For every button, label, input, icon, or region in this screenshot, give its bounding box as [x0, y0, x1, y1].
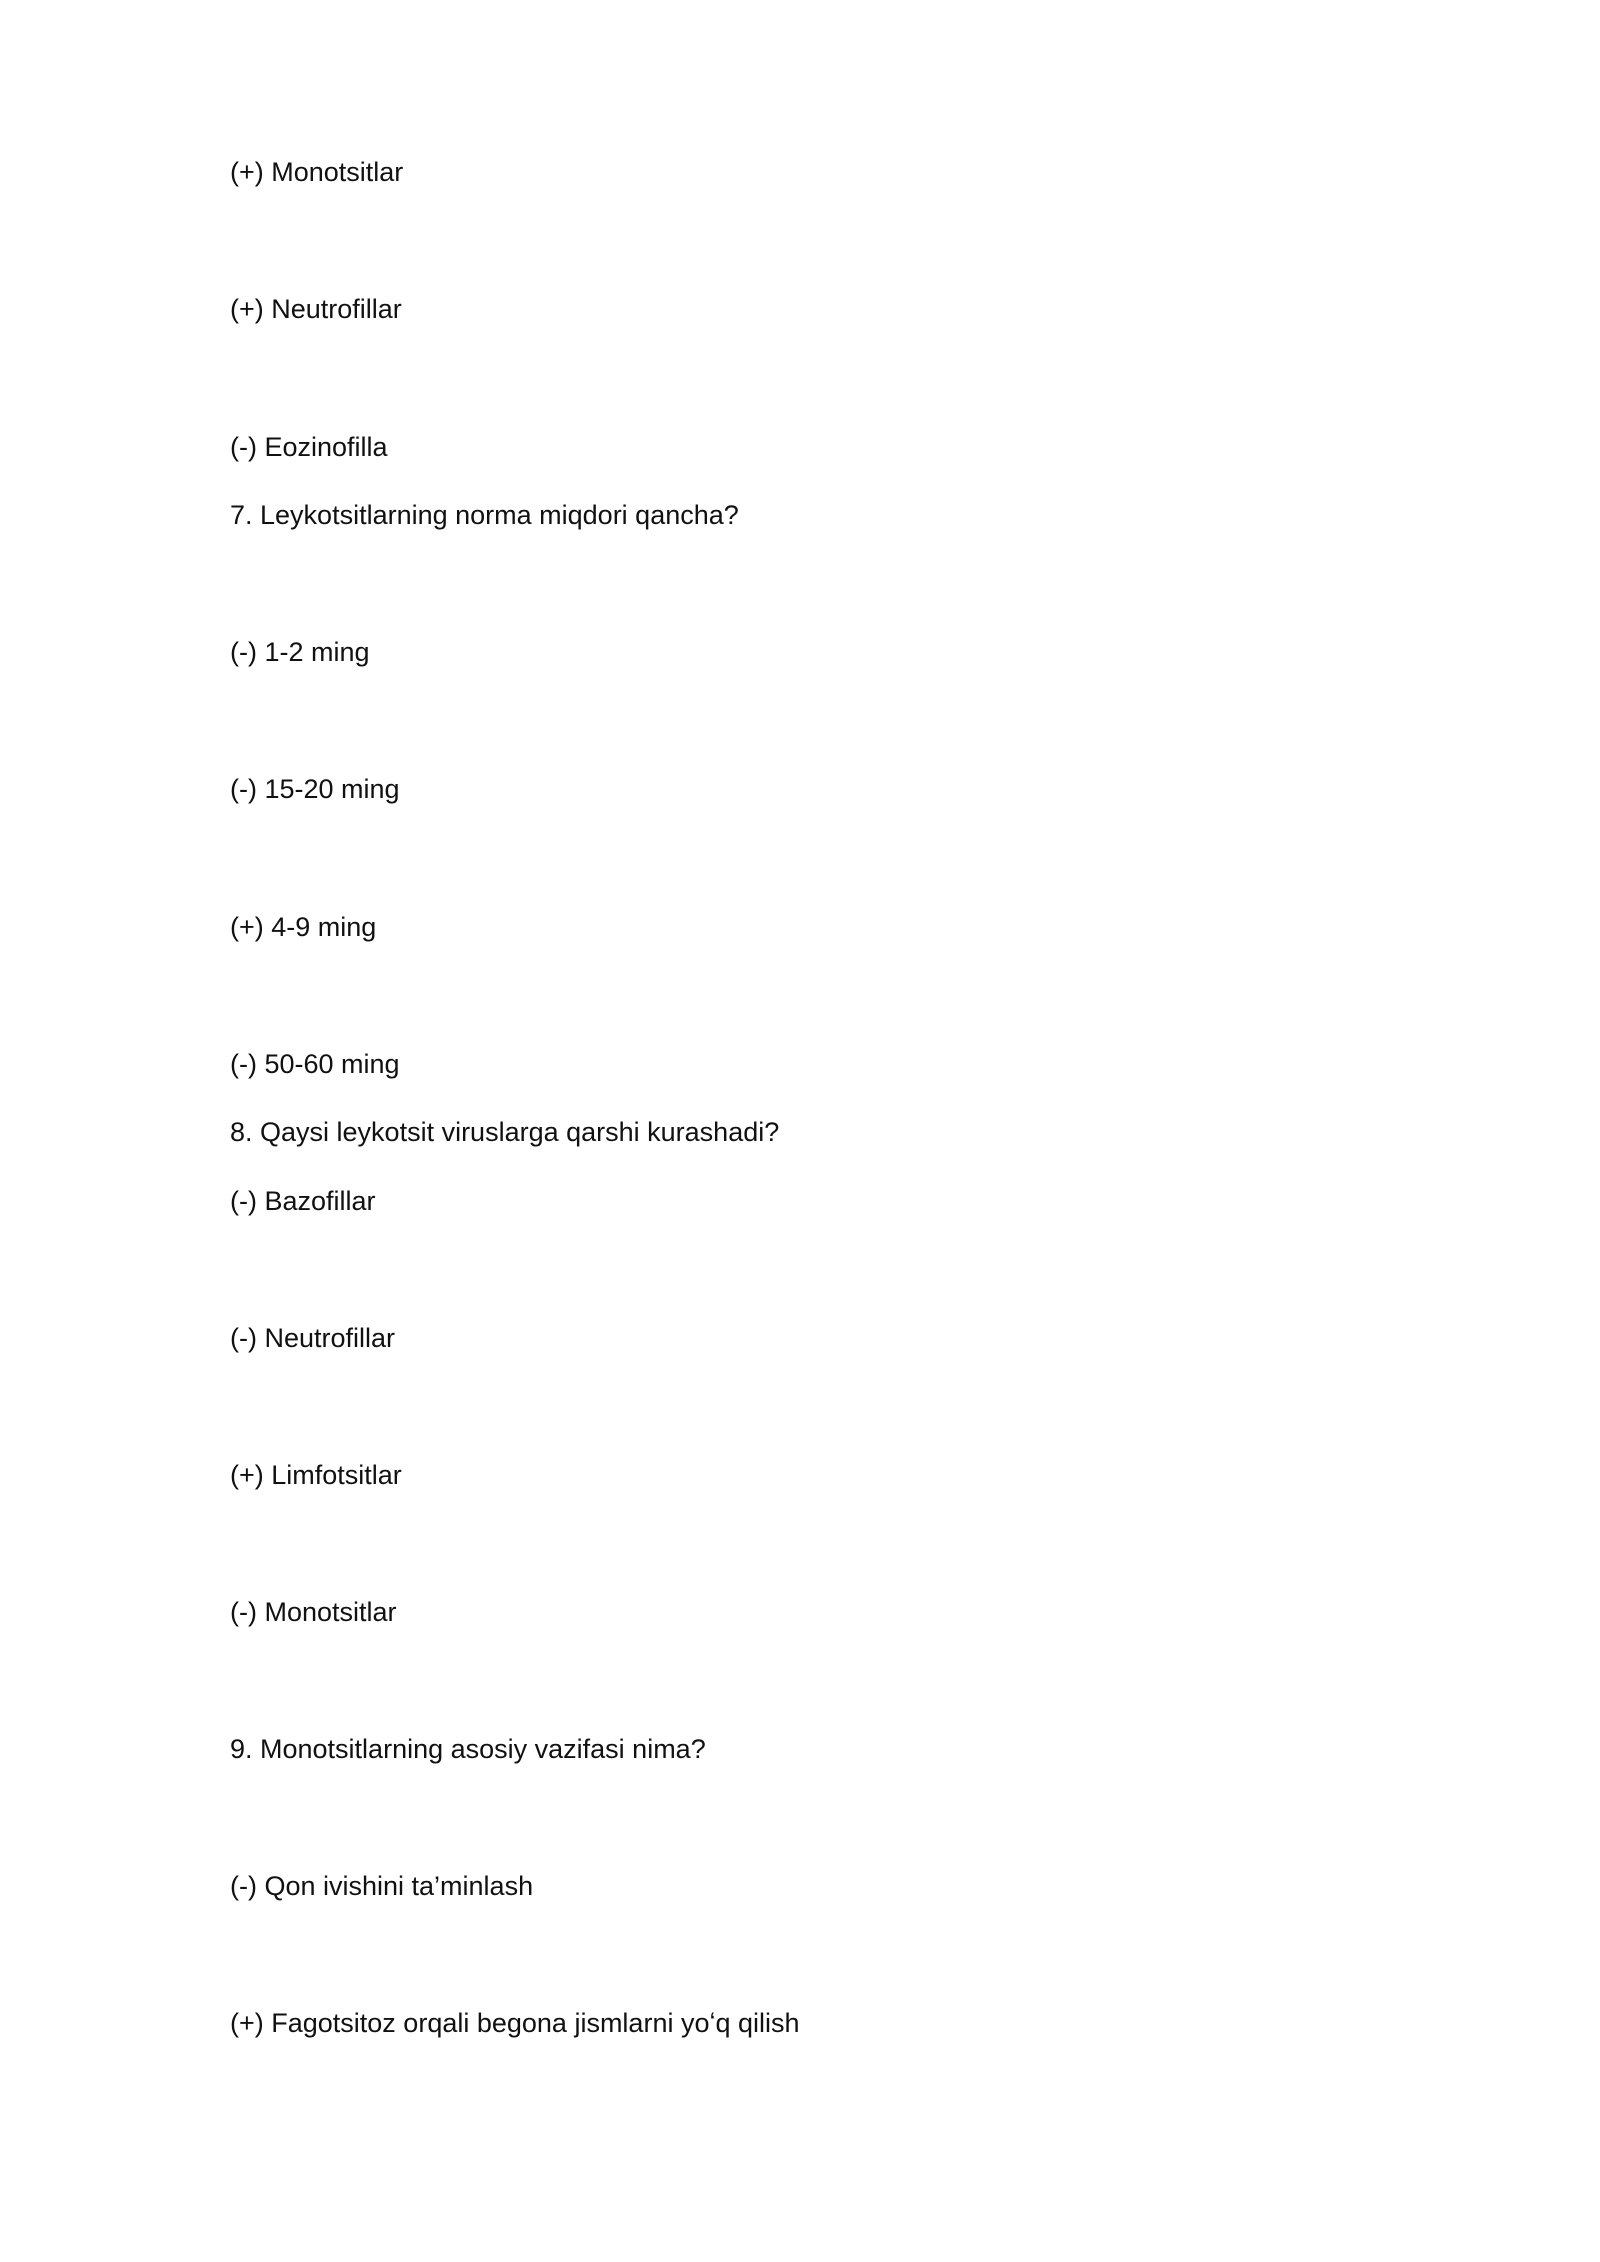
answer-option: (-) 15-20 ming: [230, 774, 400, 804]
answer-option: (-) 50-60 ming: [230, 1049, 400, 1079]
answer-option: (-) Eozinofilla: [230, 432, 388, 462]
answer-option: (+) Fagotsitoz orqali begona jismlarni yoʻq qilish: [230, 2008, 800, 2038]
question-text: 9. Monotsitlarning asosiy vazifasi nima?: [230, 1734, 706, 1764]
answer-option: (+) Limfotsitlar: [230, 1460, 402, 1490]
answer-option: (+) Monotsitlar: [230, 157, 404, 187]
answer-option: (+) Neutrofillar: [230, 294, 402, 324]
answer-option: (-) Monotsitlar: [230, 1597, 397, 1627]
question-text: 8. Qaysi leykotsit viruslarga qarshi kurashadi?: [230, 1117, 780, 1147]
answer-option: (-) Bazofillar: [230, 1186, 376, 1216]
answer-option: (-) 1-2 ming: [230, 637, 370, 667]
answer-option: (+) 4-9 ming: [230, 912, 377, 942]
question-text: 7. Leykotsitlarning norma miqdori qancha?: [230, 500, 739, 530]
answer-option: (-) Qon ivishini ta’minlash: [230, 1871, 534, 1901]
answer-option: (-) Neutrofillar: [230, 1323, 396, 1353]
